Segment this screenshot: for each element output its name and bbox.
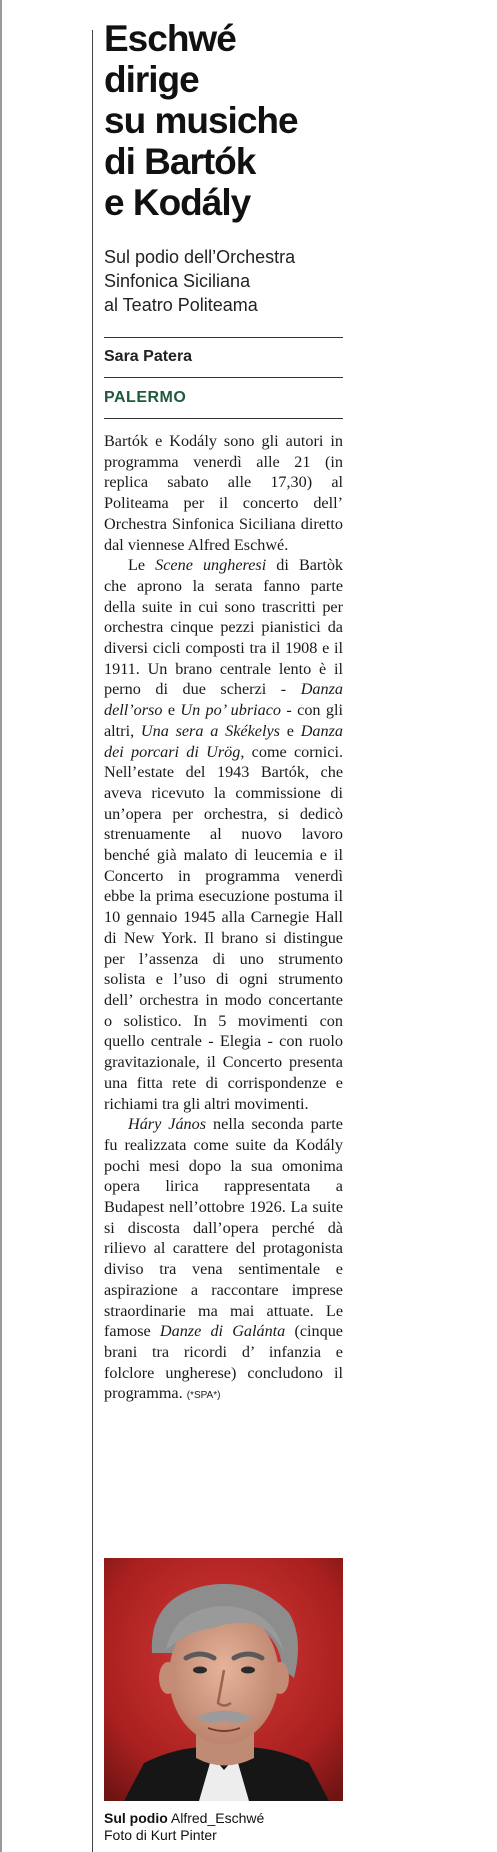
caption-line xyxy=(104,1810,343,1827)
italic-title: Una sera a Skékelys xyxy=(140,721,280,740)
article xyxy=(104,18,343,1407)
italic-title: Danze di Galánta xyxy=(159,1322,286,1341)
italic-title: Háry János xyxy=(128,1115,207,1134)
text-run: e xyxy=(279,721,301,740)
italic-title: Scene ungheresi xyxy=(155,556,267,575)
subheadline xyxy=(104,245,343,317)
text-run: nella seconda parte fu realizzata come suite da Kodály pochi mesi dopo la sua omonima opera lirica rappresentata a Budapest nell’ottobre 1926. La suite si discosta dall’opera perché dà rilievo al carattere del protagonista diviso tra vena sentimentale e aspirazione a raccontare imprese straordinarie ma mai attuate. Le famose xyxy=(104,1115,343,1341)
agency-credit: (*SPA*) xyxy=(186,1390,221,1402)
right-ear xyxy=(271,1662,289,1694)
text-run: di Bartòk che aprono la serata fanno parte della suite in cui sono trascritti per orchestra cinque pezzi pianistici da diversi cicli composti tra il 1908 e il 1911. Un brano centrale lento è il perno di due scherzi - xyxy=(104,556,344,699)
headline-line: di Bartók xyxy=(104,141,256,182)
text-run: e xyxy=(162,701,181,720)
headline xyxy=(104,18,343,223)
subheadline-line: Sul podio dell’Orchestra xyxy=(104,247,296,267)
caption-label: Sul podio xyxy=(104,1810,168,1826)
right-eye xyxy=(241,1667,255,1674)
headline-line: dirige xyxy=(104,59,199,100)
article-body xyxy=(104,431,343,1407)
italic-title: Un po’ ubriaco xyxy=(180,701,282,720)
dateline-location: PALERMO xyxy=(104,389,187,406)
headline-line: Eschwé xyxy=(104,18,236,59)
subheadline-line: al Teatro Politeama xyxy=(104,295,258,315)
left-ear xyxy=(159,1662,177,1694)
caption-subject: Alfred_Eschwé xyxy=(167,1810,265,1826)
portrait-photo xyxy=(104,1558,343,1801)
subheadline-line: Sinfonica Siciliana xyxy=(104,271,251,291)
photo-credit: Foto di Kurt Pinter xyxy=(104,1827,217,1843)
page-edge-line xyxy=(0,0,2,1852)
italic-title: Danza dei porcari di Urög xyxy=(104,721,343,761)
paragraph xyxy=(104,1114,343,1407)
italic-title: Danza dell’orso xyxy=(104,680,343,720)
column-rule xyxy=(92,30,93,1852)
text-run: , come cornici. Nell’estate del 1943 Bartók, che aveva ricevuto la commissione di un’opera per orchestra, si dedicò strenuamente al nuovo lavoro benché già malato di leucemia e il Concerto in programma venerdì ebbe la prima esecuzione postuma il 10 gennaio 1945 alla Carnegie Hall di New York. Il brano si distingue per l’assenza di uno strumento solista e l’uso di ogni strumento dell’ orchestra in modo concertante o solistico. In 5 movimenti con quello centrale - Elegia - con ruolo gravitazionale, il Concerto presenta una fitta rete di corrispondenze e richiami tra gli altri movimenti. xyxy=(104,742,343,1113)
paragraph: Bartók e Kodály sono gli autori in programma venerdì alle 21 (in replica sabato alle 17,30) al Politeama per il concerto dell’ Orchestra Sinfonica Siciliana diretto dal viennese Alfred Eschwé. xyxy=(104,432,343,554)
text-run: - con gli altri, xyxy=(104,701,343,740)
paragraph xyxy=(104,555,343,1114)
photo-caption xyxy=(104,1810,343,1844)
text-run: (cinque brani tra ricordi d’ infanzia e folclore ungherese) concludono il programma. xyxy=(104,1322,343,1403)
divider xyxy=(104,418,343,419)
headline-line: e Kodály xyxy=(104,182,251,223)
author-name: Sara Patera xyxy=(104,348,193,365)
left-eye xyxy=(193,1667,207,1674)
headline-line: su musiche xyxy=(104,100,298,141)
text-run: Le xyxy=(128,556,156,575)
portrait-illustration xyxy=(104,1558,343,1801)
